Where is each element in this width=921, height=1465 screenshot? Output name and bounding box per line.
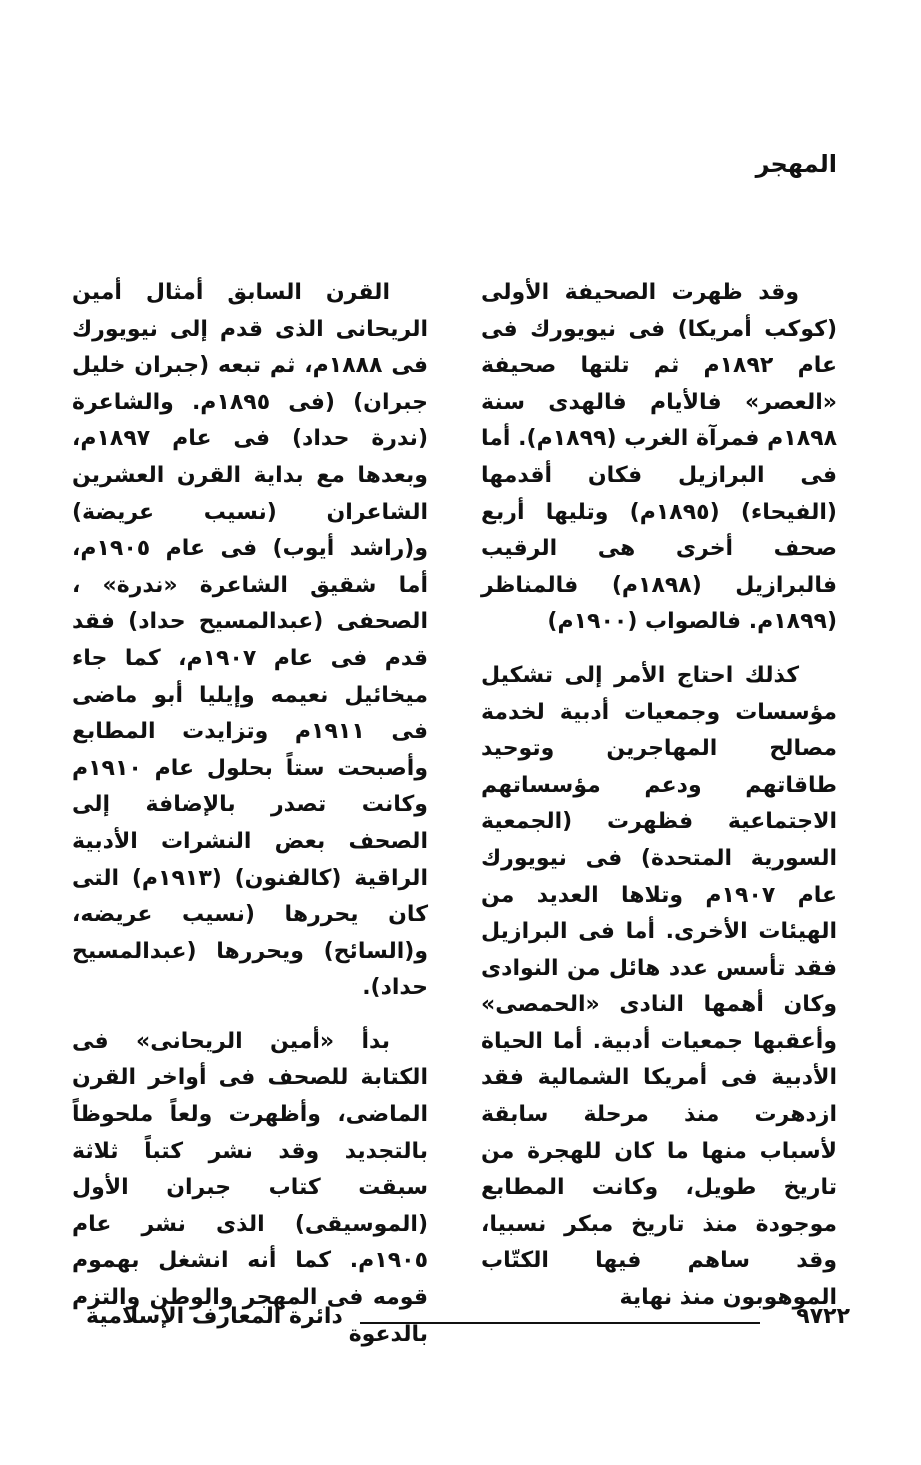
right-column bbox=[481, 275, 837, 1334]
page-footer bbox=[86, 1300, 850, 1340]
paragraph: القرن السابق أمثال أمين الريحانى الذى قدم إلى نيويورك فى ١٨٨٨م، ثم تبعه (جبران خليل جبران) (فى ١٨٩٥م. والشاعرة (ندرة حداد) فى عام ١٨٩٧م، وبعدها مع بداية القرن العشرين الشاعران (نسيب عريضة) و(راشد أيوب) فى عام ١٩٠٥م، أما شقيق الشاعرة «ندرة» ، الصحفى (عبدالمسيح حداد) فقد قدم فى عام ١٩٠٧م، كما جاء ميخائيل نعيمه وإيليا أبو ماضى فى ١٩١١م وتزايدت المطابع وأصبحت ستاً بحلول عام ١٩١٠م وكانت تصدر بالإضافة إلى الصحف بعض النشرات الأدبية الراقية (كالفنون) (١٩١٣م) التى كان يحررها (نسيب عريضه، و(السائح) ويحررها (عبدالمسيح حداد). bbox=[72, 280, 429, 1001]
page-number: ٩٧٢٢ bbox=[796, 1304, 850, 1329]
running-header: المهجر bbox=[755, 150, 837, 178]
paragraph: كذلك احتاج الأمر إلى تشكيل مؤسسات وجمعيات أدبية لخدمة مصالح المهاجرين وتوحيد طاقاتهم ودعم مؤسساتهم الاجتماعية فظهرت (الجمعية السورية المتحدة) فى نيويورك عام ١٩٠٧م وتلاها العديد من الهيئات الأخرى. أما فى البرازيل فقد تأسس عدد هائل من النوادى وكان أهمها النادى «الحمصى» وأعقبها جمعيات أدبية. أما الحياة الأدبية فى أمريكا الشمالية فقد ازدهرت منذ مرحلة سابقة لأسباب منها ما كان للهجرة من تاريخ طويل، وكانت المطابع موجودة منذ تاريخ مبكر نسبيا، وقد ساهم فيها الكتّاب الموهوبون منذ نهاية bbox=[481, 662, 837, 1311]
paragraph: بدأ «أمين الريحانى» فى الكتابة للصحف فى أواخر القرن الماضى، وأظهرت ولعاً ملحوظاً بالتجديد وقد نشر كتباً ثلاثة سبقت كتاب جبران الأول (الموسيقى) الذى نشر عام ١٩٠٥م. كما أنه انشغل بهموم قومه فى المهجر والوطن والتزم بالدعوة bbox=[72, 1028, 428, 1347]
paragraph: وقد ظهرت الصحيفة الأولى (كوكب أمريكا) فى نيويورك فى عام ١٨٩٢م ثم تلتها صحيفة «العصر» فالأيام فالهدى سنة ١٨٩٨م فمرآة الغرب (١٨٩٩م). أما فى البرازيل فكان أقدمها (الفيحاء) (١٨٩٥م) وتليها أربع صحف أخرى هى الرقيب فالبرازيل (١٨٩٨م) فالمناظر (١٨٩٩م. فالصواب (١٩٠٠م) bbox=[481, 280, 837, 635]
publication-title: دائرة المعارف الإسلامية bbox=[86, 1304, 343, 1329]
footer-divider bbox=[360, 1322, 760, 1324]
left-column bbox=[72, 275, 428, 1370]
